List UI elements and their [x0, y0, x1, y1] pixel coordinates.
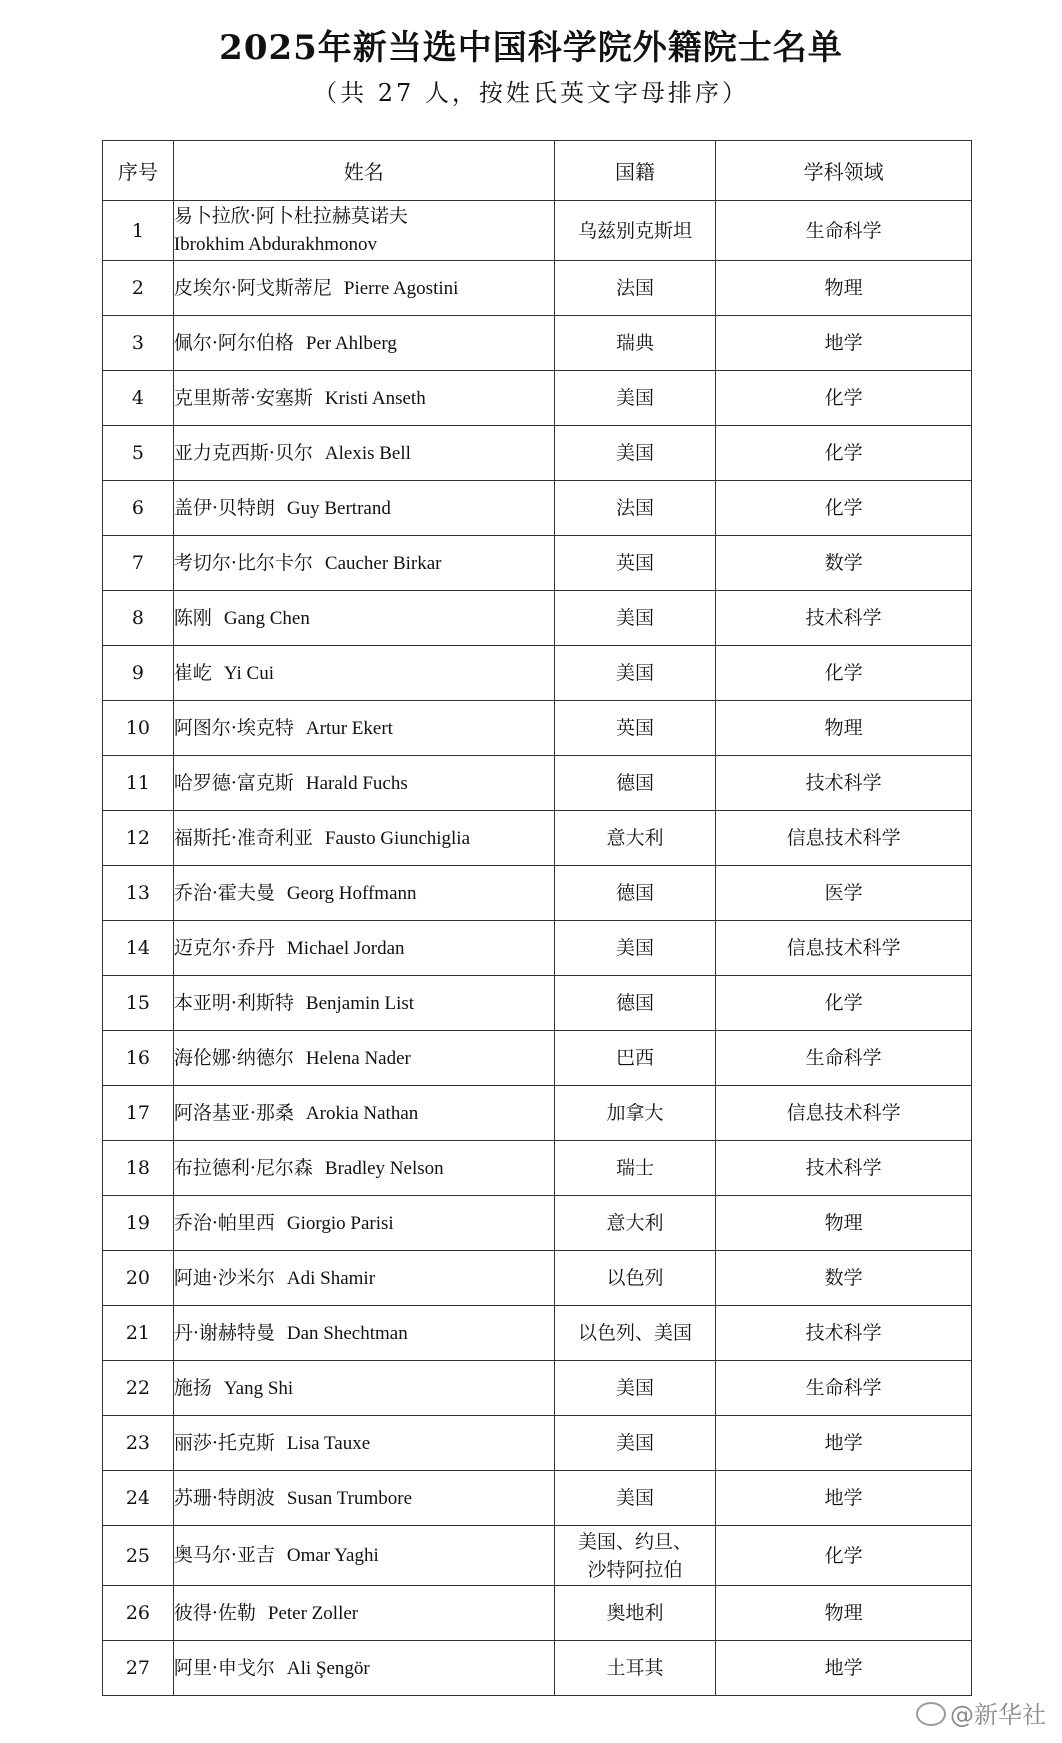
watermark-text: @新华社	[950, 1701, 1046, 1729]
nationality-cell	[554, 646, 716, 701]
nationality-cell	[554, 201, 716, 261]
chinese-name: 迈克尔·乔丹	[173, 936, 275, 959]
table-row	[103, 591, 972, 646]
row-number: 25	[103, 1526, 174, 1586]
nationality-cell	[554, 1141, 716, 1196]
chinese-name: 施扬	[173, 1376, 212, 1399]
row-number: 16	[103, 1031, 174, 1086]
nationality-line: 以色列、美国	[577, 1322, 692, 1344]
row-number: 4	[103, 371, 174, 426]
field-cell: 技术科学	[716, 591, 972, 646]
name-cell	[173, 701, 554, 756]
table-row	[103, 261, 972, 316]
nationality-line: 美国	[615, 607, 654, 629]
field-cell: 物理	[716, 1196, 972, 1251]
english-name: Georg Hoffmann	[286, 882, 417, 904]
row-number: 11	[103, 756, 174, 811]
field-cell: 技术科学	[716, 1306, 972, 1361]
table-row	[103, 1031, 972, 1086]
table-row	[103, 1141, 972, 1196]
page-title: 2025年新当选中国科学院外籍院士名单	[219, 28, 843, 68]
english-name: Caucher Birkar	[324, 552, 442, 574]
english-name: Yang Shi	[223, 1377, 294, 1399]
table-row	[103, 1641, 972, 1696]
table-row	[103, 1086, 972, 1141]
nationality-line: 土耳其	[606, 1657, 664, 1679]
page-subtitle: （共 27 人，按姓氏英文字母排序）	[313, 79, 749, 107]
nationality-line: 美国	[615, 662, 654, 684]
nationality-cell	[554, 316, 716, 371]
table-row	[103, 371, 972, 426]
table-row	[103, 756, 972, 811]
column-header-nationality: 国籍	[554, 141, 716, 201]
field-cell: 地学	[716, 316, 972, 371]
nationality-line: 加拿大	[606, 1102, 664, 1124]
english-name: Guy Bertrand	[286, 497, 391, 519]
row-number: 17	[103, 1086, 174, 1141]
name-cell	[173, 976, 554, 1031]
table-row	[103, 866, 972, 921]
field-cell: 生命科学	[716, 1361, 972, 1416]
table-row	[103, 921, 972, 976]
name-cell	[173, 811, 554, 866]
english-name: Helena Nader	[305, 1047, 411, 1069]
row-number: 12	[103, 811, 174, 866]
nationality-line: 瑞士	[615, 1157, 654, 1179]
english-name: Ali Şengör	[286, 1657, 370, 1679]
name-cell	[173, 426, 554, 481]
name-cell	[173, 591, 554, 646]
name-cell	[173, 536, 554, 591]
row-number: 7	[103, 536, 174, 591]
english-name: Artur Ekert	[305, 717, 393, 739]
nationality-cell	[554, 1251, 716, 1306]
row-number: 23	[103, 1416, 174, 1471]
name-cell	[173, 201, 554, 261]
english-name: Lisa Tauxe	[286, 1432, 371, 1454]
column-header-name: 姓名	[173, 141, 554, 201]
nationality-cell	[554, 261, 716, 316]
table-row	[103, 1586, 972, 1641]
english-name: Ibrokhim Abdurakhmonov	[173, 234, 378, 255]
chinese-name: 乔治·帕里西	[173, 1211, 275, 1234]
table-row	[103, 201, 972, 261]
english-name: Omar Yaghi	[286, 1545, 379, 1566]
nationality-line: 美国	[615, 387, 654, 409]
chinese-name: 哈罗德·富克斯	[173, 771, 294, 794]
watermark	[916, 1700, 1046, 1730]
row-number: 14	[103, 921, 174, 976]
nationality-cell	[554, 1641, 716, 1696]
field-cell: 化学	[716, 371, 972, 426]
english-name: Fausto Giunchiglia	[324, 827, 471, 849]
english-name: Adi Shamir	[286, 1267, 376, 1289]
english-name: Harald Fuchs	[305, 772, 408, 794]
row-number: 3	[103, 316, 174, 371]
chinese-name: 陈刚	[173, 606, 212, 629]
table-row	[103, 1306, 972, 1361]
table-row	[103, 1526, 972, 1586]
table-header-row	[103, 141, 972, 201]
name-cell	[173, 1526, 554, 1586]
english-name: Arokia Nathan	[305, 1102, 419, 1124]
nationality-cell	[554, 811, 716, 866]
english-name: Benjamin List	[305, 992, 415, 1014]
chinese-name: 易卜拉欣·阿卜杜拉赫莫诺夫	[173, 205, 408, 227]
field-cell: 信息技术科学	[716, 921, 972, 976]
nationality-cell	[554, 866, 716, 921]
chinese-name: 阿图尔·埃克特	[173, 716, 294, 739]
english-name: Gang Chen	[223, 607, 310, 629]
chinese-name: 考切尔·比尔卡尔	[173, 551, 313, 574]
name-cell	[173, 1361, 554, 1416]
name-cell	[173, 1471, 554, 1526]
name-cell	[173, 1251, 554, 1306]
chinese-name: 苏珊·特朗波	[173, 1486, 275, 1509]
field-cell: 化学	[716, 1526, 972, 1586]
field-cell: 化学	[716, 646, 972, 701]
chinese-name: 奥马尔·亚吉	[173, 1544, 275, 1566]
table-row	[103, 1416, 972, 1471]
name-cell	[173, 481, 554, 536]
row-number: 18	[103, 1141, 174, 1196]
nationality-line: 美国	[615, 442, 654, 464]
name-cell	[173, 316, 554, 371]
name-cell	[173, 1086, 554, 1141]
table-row	[103, 481, 972, 536]
nationality-cell	[554, 756, 716, 811]
row-number: 10	[103, 701, 174, 756]
nationality-line: 巴西	[615, 1047, 654, 1069]
nationality-cell	[554, 1086, 716, 1141]
field-cell: 地学	[716, 1416, 972, 1471]
name-cell	[173, 1031, 554, 1086]
row-number: 8	[103, 591, 174, 646]
chinese-name: 阿里·申戈尔	[173, 1656, 275, 1679]
field-cell: 物理	[716, 701, 972, 756]
name-cell	[173, 756, 554, 811]
table-row	[103, 1196, 972, 1251]
field-cell: 数学	[716, 536, 972, 591]
nationality-line: 英国	[615, 717, 654, 739]
english-name: Giorgio Parisi	[286, 1212, 394, 1234]
field-cell: 数学	[716, 1251, 972, 1306]
chinese-name: 海伦娜·纳德尔	[173, 1046, 294, 1069]
field-cell: 生命科学	[716, 201, 972, 261]
chinese-name: 本亚明·利斯特	[173, 991, 294, 1014]
name-cell	[173, 1641, 554, 1696]
nationality-cell	[554, 1471, 716, 1526]
field-cell: 信息技术科学	[716, 1086, 972, 1141]
name-cell	[173, 1141, 554, 1196]
name-cell	[173, 1586, 554, 1641]
row-number: 13	[103, 866, 174, 921]
row-number: 22	[103, 1361, 174, 1416]
name-cell	[173, 261, 554, 316]
english-name: Susan Trumbore	[286, 1487, 412, 1509]
nationality-line: 瑞典	[615, 332, 654, 354]
nationality-line: 意大利	[606, 827, 664, 849]
field-cell: 地学	[716, 1641, 972, 1696]
field-cell: 生命科学	[716, 1031, 972, 1086]
name-cell	[173, 1196, 554, 1251]
nationality-line: 沙特阿拉伯	[587, 1558, 683, 1581]
english-name: Dan Shechtman	[286, 1322, 408, 1344]
weibo-icon	[916, 1702, 946, 1726]
english-name: Alexis Bell	[324, 442, 411, 464]
nationality-line: 美国、约旦、	[577, 1530, 692, 1553]
table-row	[103, 1471, 972, 1526]
nationality-line: 英国	[615, 552, 654, 574]
name-cell	[173, 866, 554, 921]
chinese-name: 阿迪·沙米尔	[173, 1266, 275, 1289]
chinese-name: 克里斯蒂·安塞斯	[173, 386, 313, 409]
nationality-cell	[554, 591, 716, 646]
nationality-line: 德国	[615, 882, 654, 904]
name-cell	[173, 1306, 554, 1361]
nationality-line: 美国	[615, 937, 654, 959]
english-name: Michael Jordan	[286, 937, 405, 959]
nationality-cell	[554, 426, 716, 481]
nationality-cell	[554, 371, 716, 426]
nationality-cell	[554, 1586, 716, 1641]
nationality-line: 乌兹别克斯坦	[577, 219, 692, 242]
chinese-name: 乔治·霍夫曼	[173, 881, 275, 904]
field-cell: 信息技术科学	[716, 811, 972, 866]
nationality-line: 美国	[615, 1377, 654, 1399]
row-number: 2	[103, 261, 174, 316]
row-number: 27	[103, 1641, 174, 1696]
row-number: 19	[103, 1196, 174, 1251]
nationality-cell	[554, 1196, 716, 1251]
chinese-name: 布拉德利·尼尔森	[173, 1156, 313, 1179]
row-number: 26	[103, 1586, 174, 1641]
nationality-cell	[554, 1306, 716, 1361]
nationality-cell	[554, 921, 716, 976]
chinese-name: 佩尔·阿尔伯格	[173, 331, 294, 354]
english-name: Per Ahlberg	[305, 332, 397, 354]
table-row	[103, 646, 972, 701]
name-cell	[173, 1416, 554, 1471]
chinese-name: 皮埃尔·阿戈斯蒂尼	[173, 276, 332, 299]
nationality-line: 美国	[615, 1487, 654, 1509]
field-cell: 物理	[716, 261, 972, 316]
field-cell: 化学	[716, 481, 972, 536]
english-name: Kristi Anseth	[324, 387, 426, 409]
nationality-cell	[554, 1031, 716, 1086]
chinese-name: 阿洛基亚·那桑	[173, 1101, 294, 1124]
chinese-name: 彼得·佐勒	[173, 1601, 256, 1624]
field-cell: 医学	[716, 866, 972, 921]
field-cell: 技术科学	[716, 1141, 972, 1196]
nationality-line: 意大利	[606, 1212, 664, 1234]
row-number: 1	[103, 201, 174, 261]
nationality-cell	[554, 701, 716, 756]
row-number: 6	[103, 481, 174, 536]
name-cell	[173, 921, 554, 976]
table-row	[103, 976, 972, 1031]
row-number: 21	[103, 1306, 174, 1361]
table-body	[103, 201, 972, 1696]
row-number: 5	[103, 426, 174, 481]
nationality-cell	[554, 1526, 716, 1586]
table-row	[103, 1361, 972, 1416]
nationality-line: 以色列	[606, 1267, 664, 1289]
table-row	[103, 426, 972, 481]
table-row	[103, 316, 972, 371]
nationality-line: 美国	[615, 1432, 654, 1454]
table-row	[103, 1251, 972, 1306]
nationality-line: 法国	[615, 277, 654, 299]
table-row	[103, 536, 972, 591]
nationality-line: 德国	[615, 992, 654, 1014]
table-row	[103, 701, 972, 756]
academician-table	[102, 140, 972, 1696]
field-cell: 化学	[716, 976, 972, 1031]
english-name: Peter Zoller	[267, 1602, 359, 1624]
column-header-number: 序号	[103, 141, 174, 201]
field-cell: 地学	[716, 1471, 972, 1526]
nationality-cell	[554, 481, 716, 536]
row-number: 20	[103, 1251, 174, 1306]
english-name: Bradley Nelson	[324, 1157, 444, 1179]
nationality-cell	[554, 976, 716, 1031]
name-cell	[173, 646, 554, 701]
chinese-name: 亚力克西斯·贝尔	[173, 441, 313, 464]
nationality-line: 德国	[615, 772, 654, 794]
english-name: Pierre Agostini	[343, 277, 459, 299]
field-cell: 物理	[716, 1586, 972, 1641]
column-header-field: 学科领域	[716, 141, 972, 201]
nationality-cell	[554, 536, 716, 591]
row-number: 9	[103, 646, 174, 701]
chinese-name: 福斯托·准奇利亚	[173, 826, 313, 849]
chinese-name: 崔屹	[173, 661, 212, 684]
field-cell: 化学	[716, 426, 972, 481]
chinese-name: 丹·谢赫特曼	[173, 1321, 275, 1344]
english-name: Yi Cui	[223, 662, 275, 684]
chinese-name: 盖伊·贝特朗	[173, 496, 275, 519]
field-cell: 技术科学	[716, 756, 972, 811]
name-cell	[173, 371, 554, 426]
chinese-name: 丽莎·托克斯	[173, 1431, 275, 1454]
nationality-line: 奥地利	[606, 1602, 664, 1624]
row-number: 15	[103, 976, 174, 1031]
nationality-line: 法国	[615, 497, 654, 519]
nationality-cell	[554, 1361, 716, 1416]
nationality-cell	[554, 1416, 716, 1471]
table-row	[103, 811, 972, 866]
row-number: 24	[103, 1471, 174, 1526]
